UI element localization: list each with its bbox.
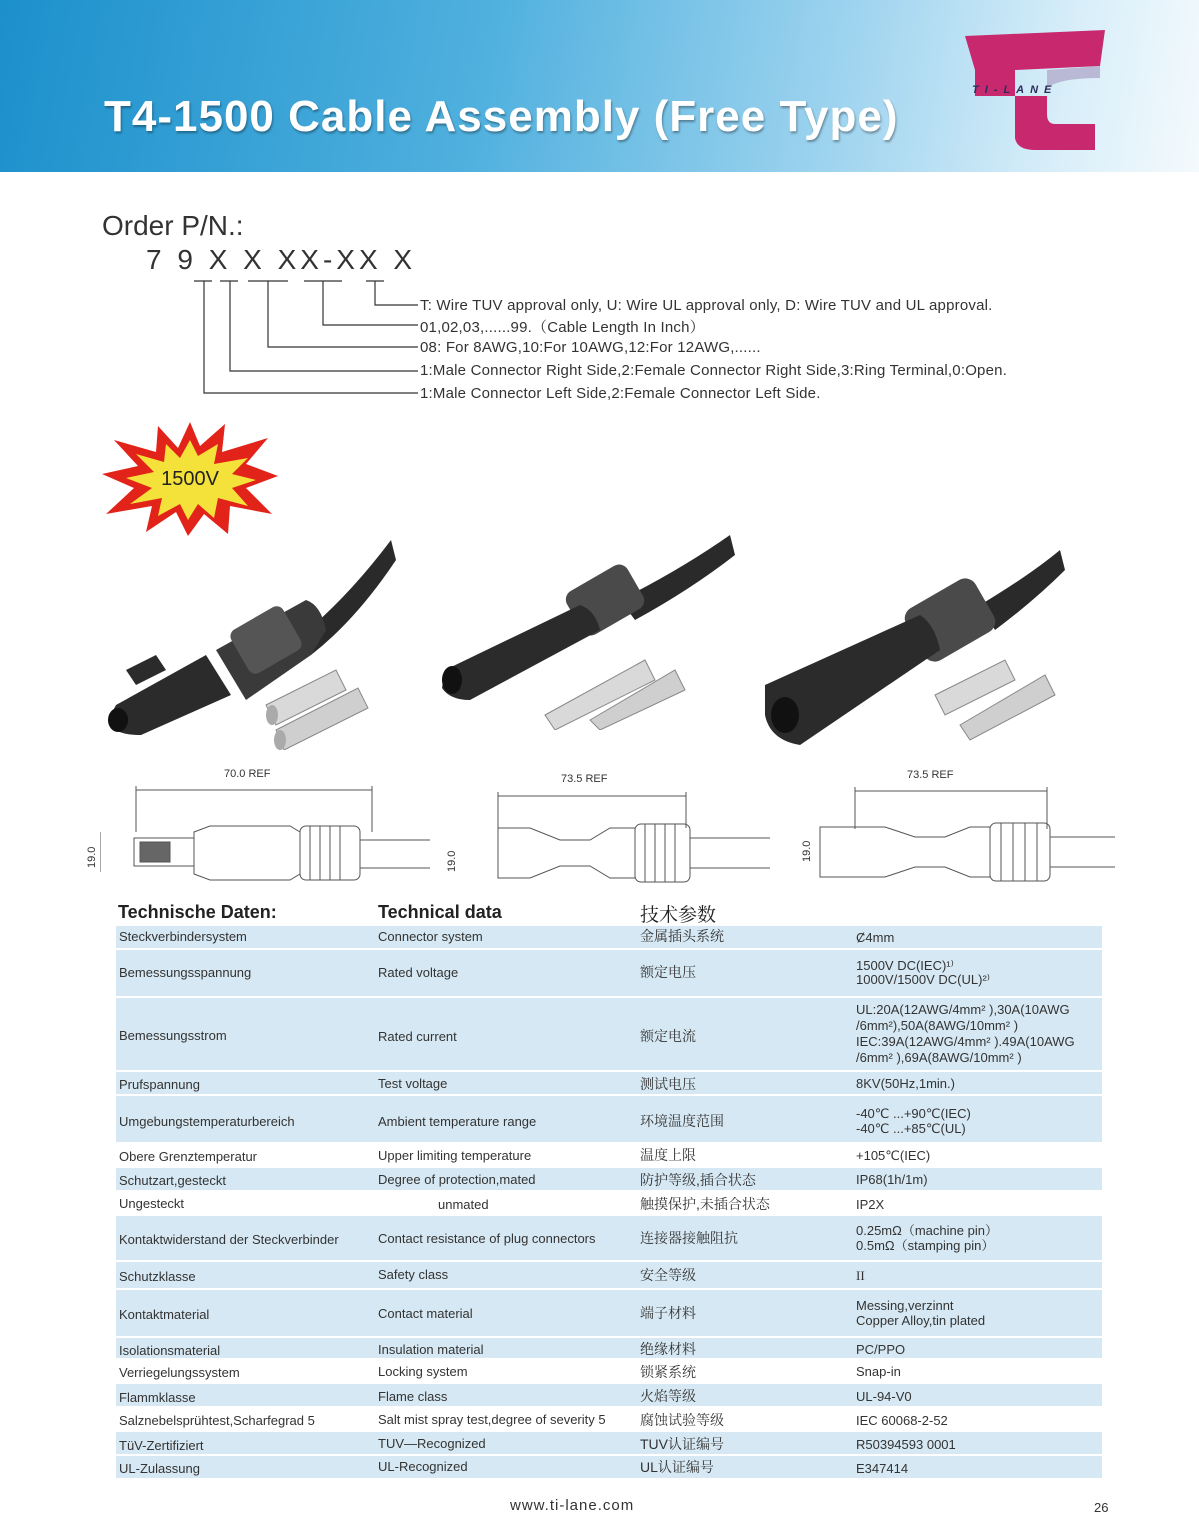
- cell-en: Rated voltage: [378, 965, 459, 980]
- cell-en: unmated: [438, 1197, 489, 1212]
- cell-cn: 金属插头系统: [640, 928, 724, 944]
- cell-en: Rated current: [378, 1029, 457, 1044]
- cell-en: Test voltage: [378, 1076, 448, 1091]
- cell-value: 8KV(50Hz,1min.): [856, 1076, 955, 1091]
- table-row: [116, 1432, 1102, 1454]
- table-row: [116, 1456, 1102, 1478]
- cell-cn: 绝缘材料: [640, 1341, 696, 1357]
- cell-de: Kontaktwiderstand der Steckverbinder: [119, 1232, 339, 1247]
- cell-en: Upper limiting temperature: [378, 1148, 532, 1163]
- cell-value: Copper Alloy,tin plated: [856, 1313, 986, 1328]
- cell-cn: 额定电压: [640, 964, 696, 980]
- cell-value: IP2X: [856, 1197, 885, 1212]
- cell-de: Isolationsmaterial: [119, 1343, 221, 1358]
- cell-en: Connector system: [378, 929, 483, 944]
- table-row: [116, 926, 1102, 948]
- cell-cn: 测试电压: [640, 1076, 696, 1092]
- cell-de: Schutzart,gesteckt: [119, 1173, 226, 1188]
- cell-value: 1500V DC(IEC)¹⁾: [856, 958, 954, 973]
- cell-value: Messing,verzinnt: [856, 1298, 954, 1313]
- table-header-en: Technical data: [378, 902, 502, 922]
- table-header-cn: 技术参数: [640, 905, 717, 926]
- dim-height-3: 19.0: [801, 840, 813, 862]
- cell-cn: 触摸保护,未插合状态: [640, 1196, 770, 1212]
- cell-cn: 防护等级,插合状态: [640, 1172, 756, 1188]
- cell-value: E347414: [856, 1461, 909, 1476]
- logo-text: TI-LANE: [972, 84, 1058, 96]
- cell-cn: 额定电流: [640, 1028, 696, 1044]
- cell-de: Umgebungstemperaturbereich: [119, 1114, 295, 1129]
- cell-de: Prufspannung: [119, 1077, 200, 1092]
- table-header-de: Technische Daten:: [118, 902, 277, 922]
- cell-de: Ungesteckt: [119, 1196, 185, 1211]
- table-row: [116, 1096, 1102, 1142]
- male-connector-image: [96, 530, 396, 750]
- cell-de: Flammklasse: [119, 1390, 196, 1405]
- technical-data-table: [116, 926, 1102, 1480]
- table-row: [116, 1408, 1102, 1430]
- cell-en: Locking system: [378, 1364, 468, 1379]
- table-row: [116, 1216, 1102, 1260]
- dim-height-2: 19.0: [446, 850, 458, 872]
- cell-value: IP68(1h/1m): [856, 1172, 928, 1187]
- cell-de: Obere Grenztemperatur: [119, 1149, 258, 1164]
- cell-en: Insulation material: [378, 1342, 484, 1357]
- cell-de: Bemessungsstrom: [119, 1028, 227, 1043]
- cell-value: Snap-in: [856, 1364, 901, 1379]
- cell-value: 1000V/1500V DC(UL)²⁾: [856, 972, 990, 987]
- cell-en: Contact material: [378, 1306, 473, 1321]
- cell-cn: TUV认证编号: [640, 1436, 724, 1452]
- cell-value: Ȼ4mm: [856, 930, 895, 945]
- cell-de: TüV-Zertifiziert: [119, 1438, 204, 1453]
- table-row: [116, 1192, 1102, 1214]
- table-row: [116, 1338, 1102, 1358]
- page-title: T4-1500 Cable Assembly (Free Type): [104, 92, 899, 141]
- cell-value: UL-94-V0: [856, 1389, 912, 1404]
- cell-de: UL-Zulassung: [119, 1461, 200, 1476]
- order-pn-label: Order P/N.:: [102, 210, 244, 241]
- cell-cn: 锁紧系统: [640, 1364, 696, 1380]
- cell-en: TUV—Recognized: [378, 1436, 486, 1451]
- legend-right-side: 1:Male Connector Right Side,2:Female Connector Right Side,3:Ring Terminal,0:Open.: [420, 362, 1008, 379]
- voltage-starburst-badge: [100, 418, 280, 538]
- female-connector-large-image: [760, 545, 1080, 755]
- cell-de: Kontaktmaterial: [119, 1307, 210, 1322]
- cell-value: /6mm²),50A(8AWG/10mm² ): [856, 1018, 1019, 1033]
- dim-width-2: 73.5 REF: [561, 773, 608, 785]
- cell-value: IEC:39A(12AWG/4mm² ).49A(10AWG: [856, 1034, 1075, 1049]
- table-row: [116, 998, 1102, 1070]
- cell-en: Degree of protection,mated: [378, 1172, 536, 1187]
- cell-de: Steckverbindersystem: [119, 929, 247, 944]
- cell-en: Salt mist spray test,degree of severity 5: [378, 1412, 606, 1427]
- cell-value: PC/PPO: [856, 1342, 906, 1357]
- cell-value: IEC 60068-2-52: [856, 1413, 948, 1428]
- table-row: [116, 1144, 1102, 1166]
- legend-left-side: 1:Male Connector Left Side,2:Female Connector Left Side.: [420, 385, 821, 402]
- order-pn-code: 7 9 X X XX-XX X: [146, 244, 417, 275]
- female-connector-image: [430, 530, 750, 730]
- cell-value: +105℃(IEC): [856, 1148, 931, 1163]
- table-row: [116, 1384, 1102, 1406]
- cell-cn: 端子材料: [640, 1305, 696, 1321]
- legend-cable-length: 01,02,03,......99.（Cable Length In Inch）: [420, 319, 705, 336]
- cell-en: Safety class: [378, 1267, 449, 1282]
- cell-cn: 安全等级: [640, 1267, 696, 1283]
- cell-de: Bemessungsspannung: [119, 965, 252, 980]
- female-connector-drawing: [460, 788, 800, 898]
- cell-de: Verriegelungssystem: [119, 1365, 240, 1380]
- cell-en: UL-Recognized: [378, 1459, 468, 1474]
- cell-en: Contact resistance of plug connectors: [378, 1231, 596, 1246]
- table-row: [116, 1290, 1102, 1336]
- order-legend-lines: [190, 275, 430, 405]
- cell-cn: 温度上限: [640, 1147, 696, 1163]
- badge-label: 1500V: [161, 468, 219, 490]
- table-row: [116, 1072, 1102, 1094]
- cell-value: UL:20A(12AWG/4mm² ),30A(10AWG: [856, 1002, 1070, 1017]
- table-row: [116, 1360, 1102, 1382]
- cell-en: Ambient temperature range: [378, 1114, 537, 1129]
- cell-value: 0.5mΩ（stamping pin）: [856, 1238, 995, 1253]
- cell-value: -40℃ ...+85℃(UL): [856, 1121, 966, 1136]
- legend-approval: T: Wire TUV approval only, U: Wire UL approval only, D: Wire TUV and UL approval.: [420, 297, 993, 314]
- table-row: [116, 1262, 1102, 1288]
- footer-website: www.ti-lane.com: [510, 1497, 635, 1513]
- table-row: [116, 1168, 1102, 1190]
- dim-width-3: 73.5 REF: [907, 769, 954, 781]
- cell-cn: 环境温度范围: [640, 1113, 724, 1129]
- legend-wire-gauge: 08: For 8AWG,10:For 10AWG,12:For 12AWG,......: [420, 339, 761, 356]
- cell-de: Salznebelsprühtest,Scharfegrad 5: [119, 1413, 315, 1428]
- cell-de: Schutzklasse: [119, 1269, 196, 1284]
- cell-cn: 连接器接触阻抗: [640, 1230, 738, 1246]
- table-row: [116, 950, 1102, 996]
- cell-value: -40℃ ...+90℃(IEC): [856, 1106, 971, 1121]
- cell-value: 0.25mΩ（machine pin）: [856, 1223, 998, 1238]
- page-number: 26: [1094, 1500, 1109, 1513]
- cell-cn: UL认证编号: [640, 1459, 714, 1475]
- cell-en: Flame class: [378, 1389, 448, 1404]
- dim-width-1: 70.0 REF: [224, 768, 271, 780]
- cell-value: II: [856, 1268, 865, 1283]
- cell-value: R50394593 0001: [856, 1437, 956, 1452]
- cell-value: /6mm² ),69A(8AWG/10mm² ): [856, 1050, 1022, 1065]
- male-connector-drawing: [100, 782, 440, 892]
- cell-cn: 火焰等级: [640, 1388, 696, 1404]
- female-connector-large-drawing: [815, 783, 1155, 893]
- dim-height-1: 19.0: [86, 846, 98, 868]
- cell-cn: 腐蚀试验等级: [640, 1412, 724, 1428]
